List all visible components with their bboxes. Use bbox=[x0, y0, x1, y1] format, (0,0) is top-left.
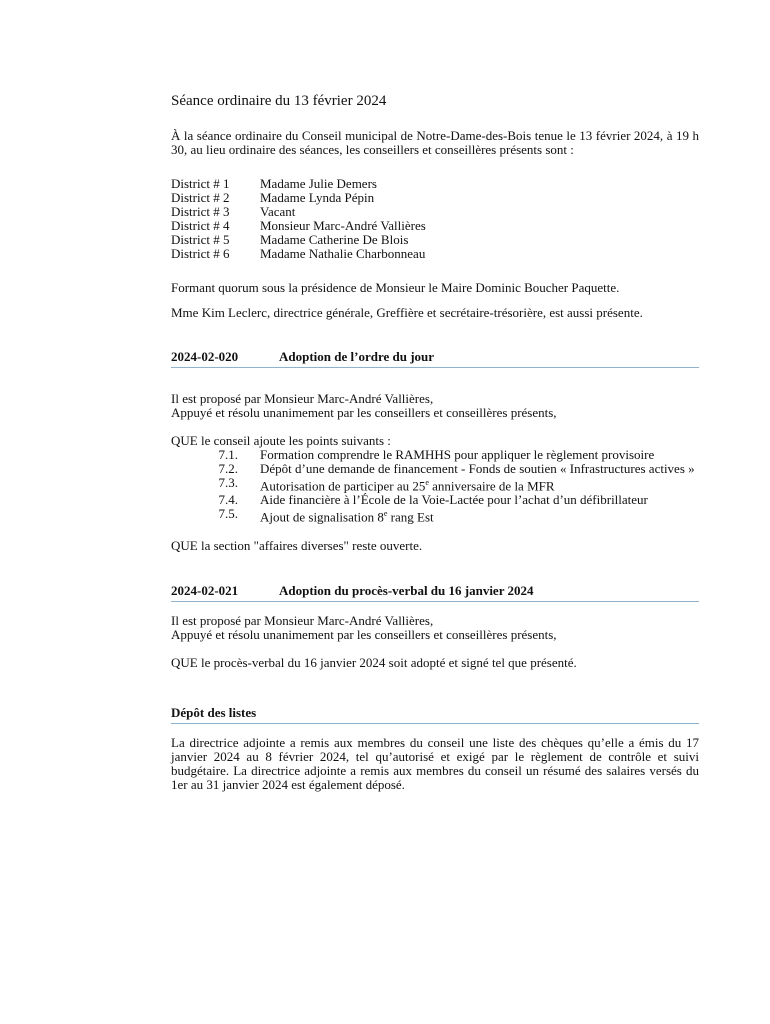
district-label: District # 1 bbox=[171, 176, 230, 191]
quorum-paragraph: Formant quorum sous la présidence de Monsieur le Maire Dominic Boucher Paquette. bbox=[171, 280, 620, 295]
item-number: 7.1. bbox=[218, 447, 238, 462]
district-list bbox=[171, 177, 699, 261]
item-text: Formation comprendre le RAMHHS pour appliquer le règlement provisoire bbox=[260, 447, 655, 462]
district-member: Madame Julie Demers bbox=[260, 176, 377, 191]
que-line: QUE le conseil ajoute les points suivants : bbox=[171, 433, 391, 448]
que-line: QUE la section "affaires diverses" reste ouverte. bbox=[171, 537, 423, 553]
district-row bbox=[171, 191, 699, 205]
seconded-line: Appuyé et résolu unanimement par les conseillers et conseillères présents, bbox=[171, 405, 557, 420]
proposed-line: Il est proposé par Monsieur Marc-André Vallières, bbox=[171, 391, 434, 406]
list-item bbox=[171, 462, 699, 476]
district-label: District # 5 bbox=[171, 232, 230, 247]
que-line: QUE le procès-verbal du 16 janvier 2024 soit adopté et signé tel que présenté. bbox=[171, 654, 577, 670]
district-label: District # 2 bbox=[171, 190, 230, 205]
district-row bbox=[171, 205, 699, 219]
district-member: Vacant bbox=[260, 204, 296, 219]
list-item bbox=[171, 476, 699, 493]
district-label: District # 4 bbox=[171, 218, 230, 233]
section-heading: Dépôt des listes bbox=[171, 706, 699, 724]
district-row bbox=[171, 247, 699, 261]
seconded-line: Appuyé et résolu unanimement par les conseillers et conseillères présents, bbox=[171, 626, 557, 642]
document-page bbox=[171, 92, 699, 792]
district-member: Madame Nathalie Charbonneau bbox=[260, 246, 426, 261]
list-item bbox=[171, 448, 699, 462]
district-label: District # 3 bbox=[171, 204, 230, 219]
resolution-heading bbox=[171, 584, 699, 602]
district-member: Madame Lynda Pépin bbox=[260, 190, 375, 205]
depot-paragraph: La directrice adjointe a remis aux membres du conseil une liste des chèques qu’elle a émis du 17 janvier 2024 au 8 février 2024, tel qu’autorisé et exigé par le règlement de contrôle et suivi budgétaire. La directrice adjointe a remis aux membres du conseil un résumé des salaires versés du 1er au 31 janvier 2024 est également déposé. bbox=[171, 734, 699, 792]
item-text: Aide financière à l’École de la Voie-Lactée pour l’achat d’un défibrillateur bbox=[260, 492, 648, 508]
item-text: Dépôt d’une demande de financement - Fonds de soutien « Infrastructures actives » bbox=[260, 461, 695, 476]
item-text: Autorisation de participer au 25e anniversaire de la MFR bbox=[260, 478, 555, 494]
agenda-items-list bbox=[171, 448, 699, 525]
proposed-line: Il est proposé par Monsieur Marc-André Vallières, bbox=[171, 612, 434, 628]
district-row bbox=[171, 219, 699, 233]
page-title: Séance ordinaire du 13 février 2024 bbox=[171, 93, 387, 109]
district-member: Madame Catherine De Blois bbox=[260, 232, 409, 247]
district-row bbox=[171, 177, 699, 191]
item-number: 7.2. bbox=[218, 461, 238, 476]
district-row bbox=[171, 233, 699, 247]
resolution-number: 2024-02-020 bbox=[171, 349, 239, 364]
list-item bbox=[171, 507, 699, 524]
resolution-title: Adoption du procès-verbal du 16 janvier 2024 bbox=[279, 582, 534, 598]
resolution-title: Adoption de l’ordre du jour bbox=[279, 349, 435, 364]
item-text: Ajout de signalisation 8e rang Est bbox=[260, 509, 434, 525]
resolution-heading bbox=[171, 350, 699, 368]
item-number: 7.5. bbox=[218, 506, 238, 522]
dg-paragraph: Mme Kim Leclerc, directrice générale, Greffière et secrétaire-trésorière, est aussi présente. bbox=[171, 305, 643, 320]
resolution-number: 2024-02-021 bbox=[171, 582, 239, 598]
intro-paragraph: À la séance ordinaire du Conseil municipal de Notre-Dame-des-Bois tenue le 13 février 2024, à 19 h 30, au lieu ordinaire des séances, les conseillers et conseillères présents sont : bbox=[171, 128, 699, 157]
district-label: District # 6 bbox=[171, 246, 230, 261]
item-number: 7.4. bbox=[218, 492, 238, 508]
list-item bbox=[171, 493, 699, 507]
district-member: Monsieur Marc-André Vallières bbox=[260, 218, 426, 233]
item-number: 7.3. bbox=[218, 475, 238, 490]
